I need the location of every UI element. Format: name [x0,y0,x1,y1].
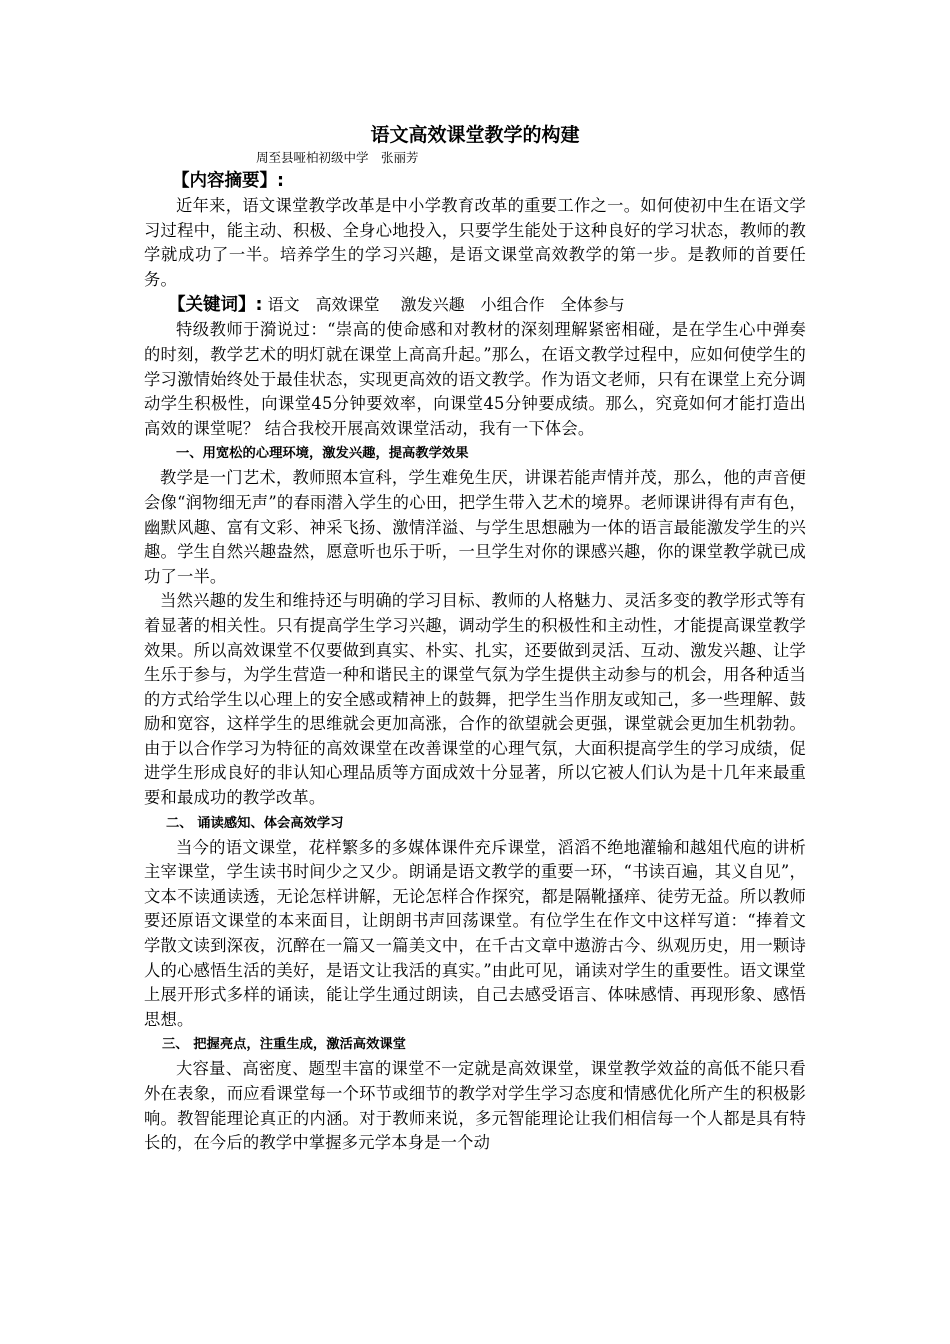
section-heading-3: 三、 把握亮点，注重生成，激活高效课堂 [162,1037,406,1053]
section-heading-2: 二、 诵读感知、体会高效学习 [166,815,344,831]
abstract-paragraph: 近年来，语文课堂教学改革是中小学教育改革的重要工作之一。如何使初中生在语文学习过程中，能主动、积极、全身心地投入，只要学生能处于这种良好的学习状态，教师的教学就成功了一半。培养学生的学习兴趣，是语文课堂高效教学的第一步。是教师的首要任务。 [144,196,806,289]
keywords-text: 语文 高效课堂 激发兴趣 小组合作 全体参与 [262,295,625,315]
abstract-label-line [144,168,806,194]
intro-paragraph: 特级教师于漪说过：“崇高的使命感和对教材的深刻理解紧密相碰，是在学生心中弹奏的时刻，教学艺术的明灯就在课堂上高高升起。”那么，在语文教学过程中，应如何使学生的学习激情始终处于最佳状态，实现更高效的语文教学。作为语文老师，只有在课堂上充分调动学生积极性，向课堂45分钟要效率，向课堂45分钟要成绩。那么，究竟如何才能打造出高效的课堂呢？ 结合我校开展高效课堂活动，我有一下体会。 [144,320,806,438]
keywords-label: 【关键词】: [168,295,263,316]
section-heading-1: 一、用宽松的心理环境，激发兴趣，提高教学效果 [176,446,469,462]
section1-paragraph-2: 当然兴趣的发生和维持还与明确的学习目标、教师的人格魅力、灵活多变的教学形式等有着显著的相关性。只有提高学生学习兴趣，调动学生的积极性和主动性，才能提高课堂教学效果。所以高效课堂不仅要做到真实、朴实、扎实，还要做到灵活、互动、激发兴趣、让学生乐于参与，为学生营造一种和谐民主的课堂气氛为学生提供主动参与的机会，用各种适当的方式给学生以心理上的安全感或精神上的鼓舞，把学生当作朋友或知己，多一些理解、鼓励和宽容，这样学生的思维就会更加高涨，合作的欲望就会更强，课堂就会更加生机勃勃。由于以合作学习为特征的高效课堂在改善课堂的心理气氛，大面积提高学生的学习成绩，促进学生形成良好的非认知心理品质等方面成效十分显著，所以它被人们认为是十几年来最重要和最成功的教学改革。 [144,591,806,808]
document-author: 周至县哑柏初级中学 张丽芳 [256,150,419,165]
keywords-line [144,292,806,318]
section3-paragraph-1: 大容量、高密度、题型丰富的课堂不一定就是高效课堂，课堂教学效益的高低不能只看外在表象，而应看课堂每一个环节或细节的教学对学生学习态度和情感优化所产生的积极影响。教智能理论真正的内涵。对于教师来说，多元智能理论让我们相信每一个人都是具有特长的，在今后的教学中掌握多元学本身是一个动 [144,1059,806,1153]
document-title: 语文高效课堂教学的构建 [370,124,580,146]
section2-paragraph-1: 当今的语文课堂，花样繁多的多媒体课件充斥课堂，滔滔不绝地灌输和越俎代庖的讲析主宰课堂，学生读书时间少之又少。朗诵是语文教学的重要一环，“书读百遍，其义自见”，文本不读通读透，无论怎样讲解，无论怎样合作探究，都是隔靴搔痒、徒劳无益。所以教师要还原语文课堂的本来面目，让朗朗书声回荡课堂。有位学生在作文中这样写道：“捧着文学散文读到深夜，沉醉在一篇又一篇美文中，在千古文章中遨游古今、纵观历史，用一颗诗人的心感悟生活的美好，是语文让我活的真实。”由此可见，诵读对学生的重要性。语文课堂上展开形式多样的诵读，能让学生通过朗读，自己去感受语言、体味感情、再现形象、感悟思想。 [144,837,806,1029]
section1-paragraph-1: 教学是一门艺术，教师照本宣科，学生难免生厌，讲课若能声情并茂，那么，他的声音便会像“润物细无声”的春雨潜入学生的心田，把学生带入艺术的境界。老师课讲得有声有色，幽默风趣、富有文彩、神采飞扬、激情洋溢、与学生思想融为一体的语言最能激发学生的兴趣。学生自然兴趣盎然，愿意听也乐于听，一旦学生对你的课感兴趣，你的课堂教学就已成功了一半。 [144,468,806,586]
abstract-label: 【内容摘要】: [172,171,284,191]
document-body [144,122,806,1156]
